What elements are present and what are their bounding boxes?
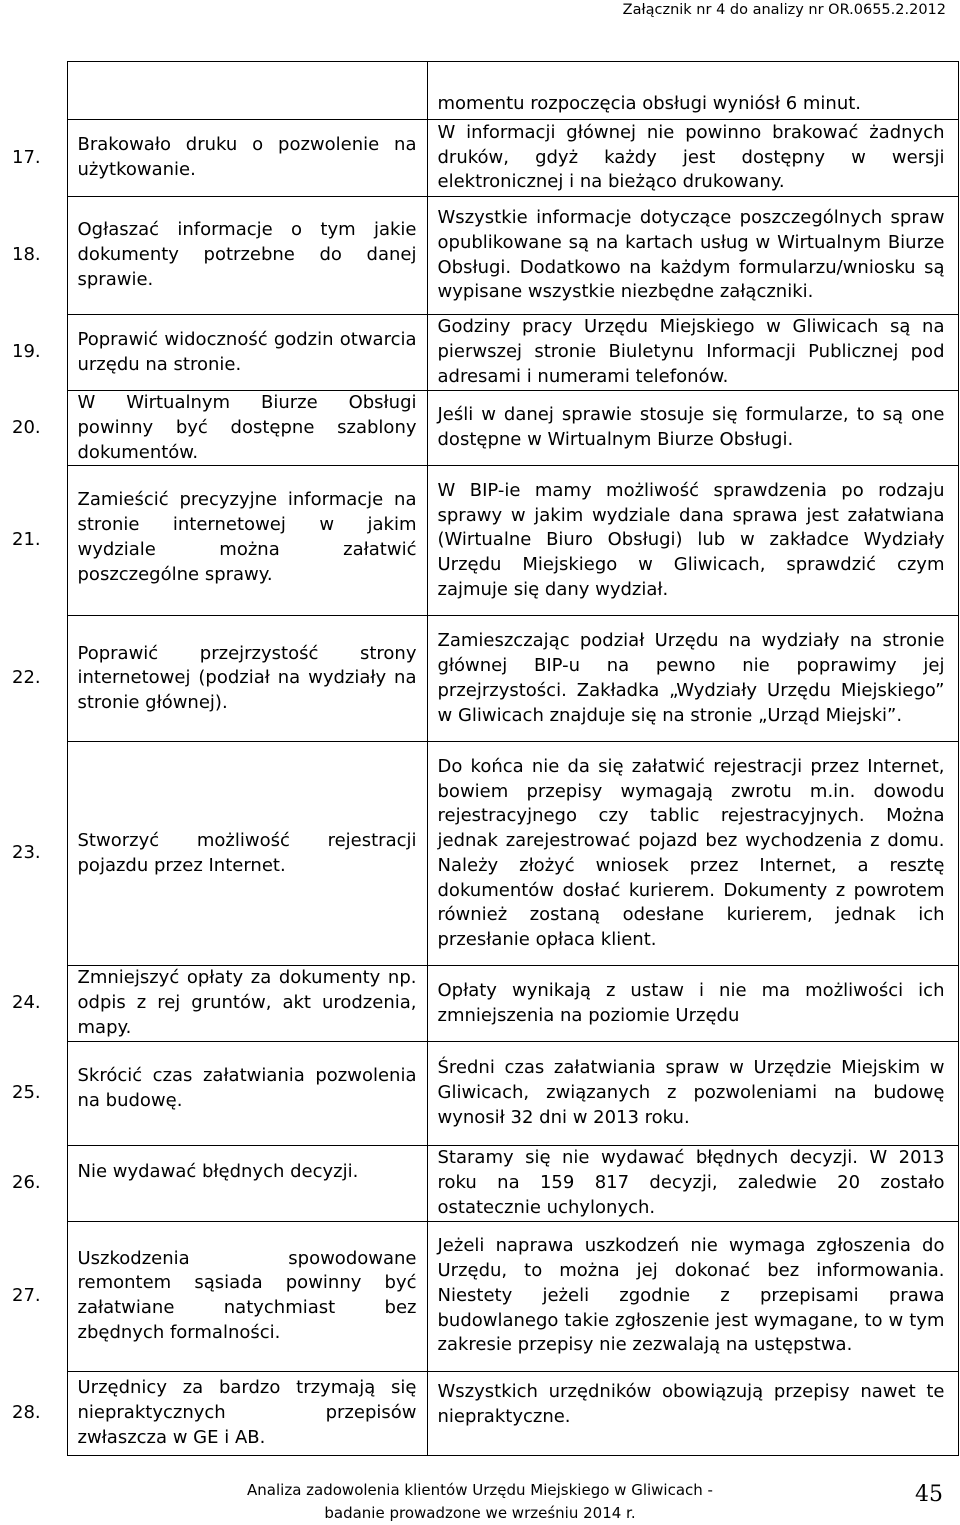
row-number: 24. <box>12 992 41 1014</box>
office-response: Staramy się nie wydawać błędnych decyzji. W 2013 roku na 159 817 decyzji, zaledwie 20 zostało ostatecznie uchylonych. <box>427 1145 958 1221</box>
office-response: Do końca nie da się załatwić rejestracji przez Internet, bowiem przepisy wymagają zwrotu m.in. dowodu rejestracyjnego czy tablic rejestracyjnych. Można jednak zarejestrować pojazd bez wychodzenia z domu. Należy złożyć wniosek przez Internet, a resztę dokumentów dosłać kurierem. Dokumenty z powrotem również zostaną odesłane kurierem, jednak ich przesłanie opłaca klient. <box>427 742 958 966</box>
office-response: Opłaty wynikają z ustaw i nie ma możliwości ich zmniejszenia na poziomie Urzędu <box>427 966 958 1041</box>
row-number: 28. <box>12 1401 41 1423</box>
table-row <box>0 966 958 1041</box>
client-remark: Ogłaszać informacje o tym jakie dokumenty potrzebne do danej sprawie. <box>67 197 427 315</box>
client-remark: Brakowało druku o pozwolenie na użytkowanie. <box>67 120 427 197</box>
table-row <box>0 1371 958 1455</box>
client-remark: Stworzyć możliwość rejestracji pojazdu przez Internet. <box>67 742 427 966</box>
table-row <box>0 1221 958 1371</box>
row-number: 25. <box>12 1081 41 1103</box>
office-response: Godziny pracy Urzędu Miejskiego w Gliwicach są na pierwszej stronie Biuletynu Informacji Publicznej pod adresami i numerami telefonów. <box>427 315 958 391</box>
client-remark: Zamieścić precyzyjne informacje na stronie internetowej w jakim wydziale można załatwić poszczególne sprawy. <box>67 466 427 616</box>
office-response: Wszystkie informacje dotyczące poszczególnych spraw opublikowane są na kartach usług w Wirtualnym Biurze Obsługi. Dodatkowo na każdym formularzu/wniosku są wypisane wszystkie niezbędne załączniki. <box>427 197 958 315</box>
attachment-reference: Załącznik nr 4 do analizy nr OR.0655.2.2012 <box>622 2 946 18</box>
office-response: W BIP-ie mamy możliwość sprawdzenia po rodzaju sprawy w jakim wydziale dana sprawa jest załatwiana (Wirtualne Biuro Obsługi) lub w zakładce Wydziały Urzędu Miejskiego w Gliwicach, sprawdzić czym zajmuje się dany wydział. <box>427 466 958 616</box>
table-row <box>0 62 958 120</box>
office-response: momentu rozpoczęcia obsługi wyniósł 6 minut. <box>427 62 958 120</box>
client-remark: Uszkodzenia spowodowane remontem sąsiada powinny być załatwiane natychmiast bez zbędnych formalności. <box>67 1221 427 1371</box>
office-response: Jeśli w danej sprawie stosuje się formularze, to są one dostępne w Wirtualnym Biurze Obsługi. <box>427 391 958 466</box>
client-remark: Poprawić przejrzystość strony internetowej (podział na wydziały na stronie głównej). <box>67 616 427 742</box>
table-row <box>0 315 958 391</box>
row-number <box>0 62 67 120</box>
table-row <box>0 197 958 315</box>
office-response: Jeżeli naprawa uszkodzeń nie wymaga zgłoszenia do Urzędu, to można jej dokonać bez informowania. Niestety jeżeli zgodnie z przepisami prawa budowlanego takie zgłoszenie jest wymagane, to w tym zakresie przepisy nie zezwalają na ustępstwa. <box>427 1221 958 1371</box>
office-response: Wszystkich urzędników obowiązują przepisy nawet te niepraktyczne. <box>427 1371 958 1455</box>
table-row <box>0 1145 958 1221</box>
office-response: W informacji głównej nie powinno brakować żadnych druków, gdyż każdy jest dostępny w wersji elektronicznej i na bieżąco drukowany. <box>427 120 958 197</box>
table-row <box>0 742 958 966</box>
row-number: 21. <box>12 529 41 551</box>
client-remark: Urzędnicy za bardzo trzymają się niepraktycznych przepisów zwłaszcza w GE i AB. <box>67 1371 427 1455</box>
table-row <box>0 466 958 616</box>
client-remark: Zmniejszyć opłaty za dokumenty np. odpis z rej gruntów, akt urodzenia, mapy. <box>67 966 427 1041</box>
client-remark <box>67 62 427 120</box>
survey-responses-table <box>0 61 959 1456</box>
row-number: 17. <box>12 146 41 168</box>
footer-line-1: Analiza zadowolenia klientów Urzędu Miejskiego w Gliwicach - <box>247 1481 713 1499</box>
page-footer <box>0 1479 960 1525</box>
table-row <box>0 1041 958 1145</box>
row-number: 20. <box>12 416 41 438</box>
row-number: 22. <box>12 667 41 689</box>
table-row <box>0 391 958 466</box>
client-remark: Skrócić czas załatwiania pozwolenia na budowę. <box>67 1041 427 1145</box>
row-number: 27. <box>12 1284 41 1306</box>
table-row <box>0 616 958 742</box>
footer-line-2: badanie prowadzone we wrześniu 2014 r. <box>324 1504 636 1522</box>
row-number: 23. <box>12 842 41 864</box>
client-remark: Poprawić widoczność godzin otwarcia urzędu na stronie. <box>67 315 427 391</box>
client-remark: W Wirtualnym Biurze Obsługi powinny być dostępne szablony dokumentów. <box>67 391 427 466</box>
office-response: Zamieszczając podział Urzędu na wydziały na stronie głównej BIP-u na pewno nie poprawimy jej przejrzystości. Zakładka „Wydziały Urzędu Miejskiego” w Gliwicach znajduje się na stronie „Urząd Miejski”. <box>427 616 958 742</box>
office-response: Średni czas załatwiania spraw w Urzędzie Miejskim w Gliwicach, związanych z pozwoleniami na budowę wynosił 32 dni w 2013 roku. <box>427 1041 958 1145</box>
client-remark: Nie wydawać błędnych decyzji. <box>67 1145 427 1221</box>
row-number: 19. <box>12 341 41 363</box>
row-number: 26. <box>12 1171 41 1193</box>
table-row <box>0 120 958 197</box>
page-number: 45 <box>915 1482 943 1507</box>
row-number: 18. <box>12 244 41 266</box>
